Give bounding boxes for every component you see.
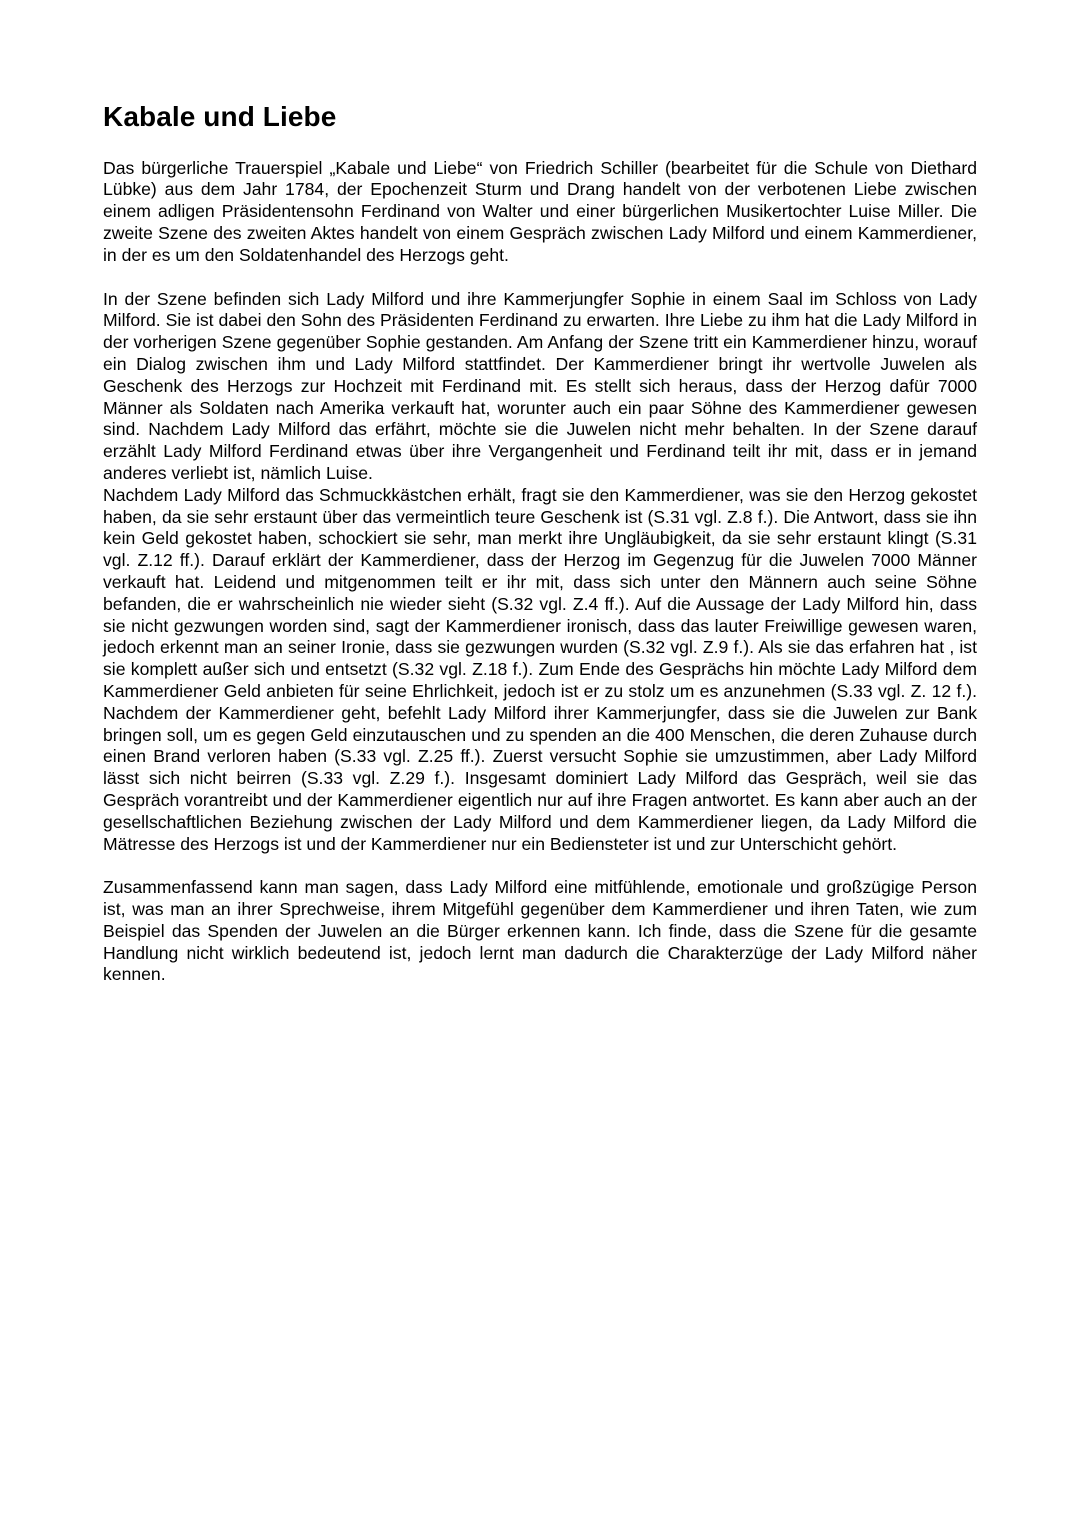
paragraph-conclusion: Zusammenfassend kann man sagen, dass Lady Milford eine mitfühlende, emotionale und großzügige Person ist, was man an ihrer Sprechweise, ihrem Mitgefühl gegenüber dem Kammerdiener und ihren Taten, wie zum Beispiel das Spenden der Juwelen an die Bürger erkennen kann. Ich finde, dass die Szene für die gesamte Handlung nicht wirklich bedeutend ist, jedoch lernt man dadurch die Charakterzüge der Lady Milford näher kennen. [103, 877, 977, 985]
document-page [103, 100, 977, 986]
paragraph-scene-summary: In der Szene befinden sich Lady Milford und ihre Kammerjungfer Sophie in einem Saal im Schloss von Lady Milford. Sie ist dabei den Sohn des Präsidenten Ferdinand zu erwarten. Ihre Liebe zu ihm hat die Lady Milford in der vorherigen Szene gegenüber Sophie gestanden. Am Anfang der Szene tritt ein Kammerdiener hinzu, worauf ein Dialog zwischen ihm und Lady Milford stattfindet. Der Kammerdiener bringt ihr wertvolle Juwelen als Geschenk des Herzogs zur Hochzeit mit Ferdinand mit. Es stellt sich heraus, dass der Herzog dafür 7000 Männer als Soldaten nach Amerika verkauft hat, worunter auch ein paar Söhne des Kammerdiener gewesen sind. Nachdem Lady Milford das erfährt, möchte sie die Juwelen nicht mehr behalten. In der Szene darauf erzählt Lady Milford Ferdinand etwas über ihre Vergangenheit und Ferdinand teilt ihr mit, dass er in jemand anderes verliebt ist, nämlich Luise. [103, 288, 977, 483]
paragraph-analysis: Nachdem Lady Milford das Schmuckkästchen erhält, fragt sie den Kammerdiener, was sie den Herzog gekostet haben, da sie sehr erstaunt über das vermeintlich teure Geschenk ist (S.31 vgl. Z.8 f.). Die Antwort, dass sie ihn kein Geld gekostet haben, schockiert sie sehr, man merkt ihre Ungläubigkeit, da sie sehr erstaunt klingt (S.31 vgl. Z.12 ff.). Darauf erklärt der Kammerdiener, dass der Herzog im Gegenzug für die Juwelen 7000 Männer verkauft hat. Leidend und mitgenommen teilt er ihr mit, dass sich unter den Männern auch seine Söhne befanden, die er wahrscheinlich nie wieder sieht (S.32 vgl. Z.4 ff.). Auf die Aussage der Lady Milford hin, dass sie nicht gezwungen worden sind, sagt der Kammerdiener ironisch, dass das lauter Freiwillige gewesen waren, jedoch erkennt man an seiner Ironie, dass sie gezwungen wurden (S.32 vgl. Z.9 f.). Als sie das erfahren hat , ist sie komplett außer sich und entsetzt (S.32 vgl. Z.18 f.). Zum Ende des Gesprächs hin möchte Lady Milford dem Kammerdiener Geld anbieten für seine Ehrlichkeit, jedoch ist er zu stolz um es anzunehmen (S.33 vgl. Z. 12 f.). Nachdem der Kammerdiener geht, befehlt Lady Milford ihrer Kammerjungfer, dass sie die Juwelen zur Bank bringen soll, um es gegen Geld einzutauschen und zu spenden an die 400 Menschen, die deren Zuhause durch einen Brand verloren haben (S.33 vgl. Z.25 ff.). Zuerst versucht Sophie sie umzustimmen, aber Lady Milford lässt sich nicht beirren (S.33 vgl. Z.29 f.). Insgesamt dominiert Lady Milford das Gespräch, weil sie das Gespräch vorantreibt und der Kammerdiener eigentlich nur auf ihre Fragen antwortet. Es kann aber auch an der gesellschaftlichen Beziehung zwischen der Lady Milford und dem Kammerdiener liegen, da Lady Milford die Mätresse des Herzogs ist und der Kammerdiener nur ein Bediensteter ist und zur Unterschicht gehört. [103, 484, 977, 854]
paragraph-introduction: Das bürgerliche Trauerspiel „Kabale und Liebe“ von Friedrich Schiller (bearbeitet für die Schule von Diethard Lübke) aus dem Jahr 1784, der Epochenzeit Sturm und Drang handelt von der verbotenen Liebe zwischen einem adligen Präsidentensohn Ferdinand von Walter und einer bürgerlichen Musikertochter Luise Miller. Die zweite Szene des zweiten Aktes handelt von einem Gespräch zwischen Lady Milford und einem Kammerdiener, in der es um den Soldatenhandel des Herzogs geht. [103, 157, 977, 265]
document-title: Kabale und Liebe [103, 101, 337, 132]
